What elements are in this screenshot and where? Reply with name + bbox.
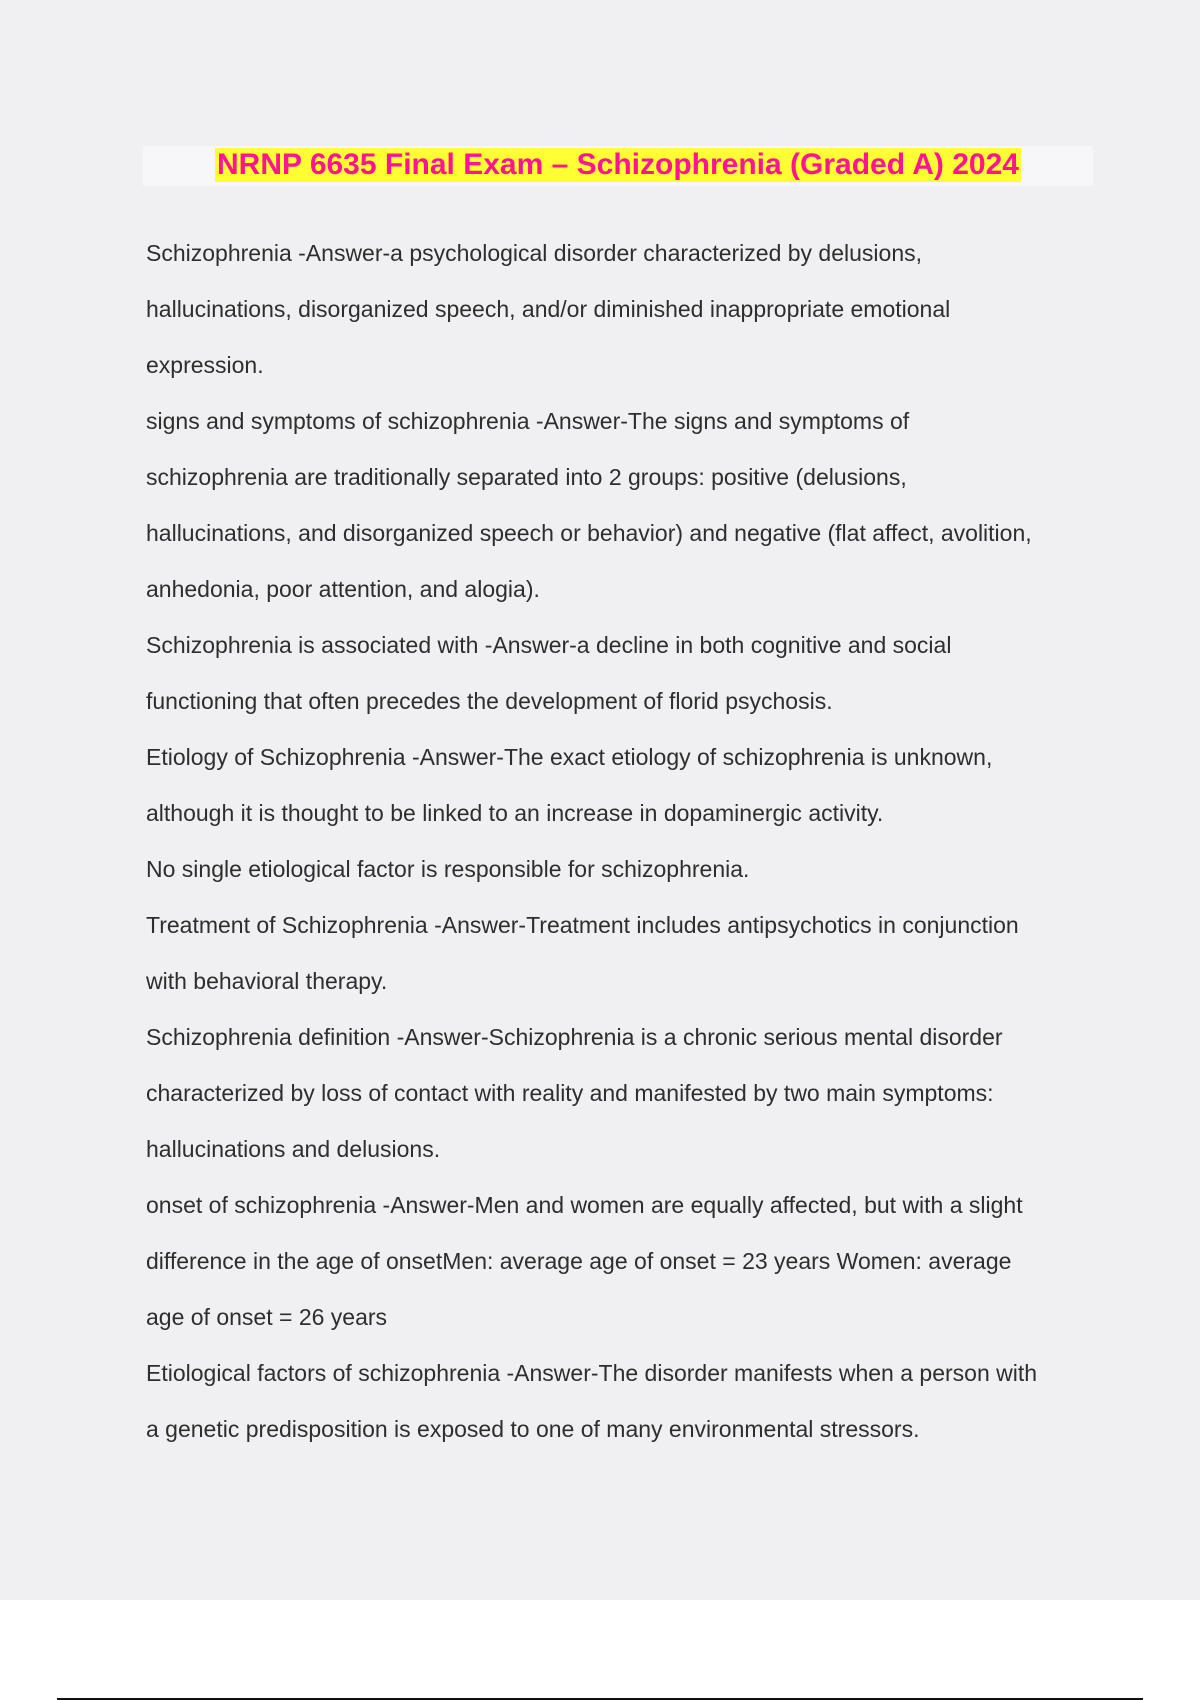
text-line: Schizophrenia is associated with -Answer-a decline in both cognitive and social bbox=[146, 632, 952, 658]
text-line: Schizophrenia -Answer-a psychological disorder characterized by delusions, bbox=[146, 240, 923, 266]
document-title: NRNP 6635 Final Exam – Schizophrenia (Graded A) 2024 bbox=[217, 148, 1019, 181]
document-body bbox=[146, 225, 1096, 1457]
text-line: expression. bbox=[146, 352, 264, 378]
text-line: Treatment of Schizophrenia -Answer-Treatment includes antipsychotics in conjunction bbox=[146, 912, 1019, 938]
text-line: hallucinations, disorganized speech, and/or diminished inappropriate emotional bbox=[146, 296, 951, 322]
text-line: Etiological factors of schizophrenia -Answer-The disorder manifests when a person with bbox=[146, 1360, 1038, 1386]
text-line: Etiology of Schizophrenia -Answer-The exact etiology of schizophrenia is unknown, bbox=[146, 744, 993, 770]
text-line: anhedonia, poor attention, and alogia). bbox=[146, 576, 540, 602]
text-line: hallucinations and delusions. bbox=[146, 1136, 441, 1162]
title-bar bbox=[143, 146, 1093, 186]
text-line: Schizophrenia definition -Answer-Schizophrenia is a chronic serious mental disorder bbox=[146, 1024, 1003, 1050]
text-line: characterized by loss of contact with reality and manifested by two main symptoms: bbox=[146, 1080, 994, 1106]
text-line: a genetic predisposition is exposed to one of many environmental stressors. bbox=[146, 1416, 920, 1442]
text-line: age of onset = 26 years bbox=[146, 1304, 388, 1330]
text-line: with behavioral therapy. bbox=[146, 968, 388, 994]
text-line: hallucinations, and disorganized speech or behavior) and negative (flat affect, avolition, bbox=[146, 520, 1032, 546]
text-line: No single etiological factor is responsible for schizophrenia. bbox=[146, 856, 750, 882]
text-line: schizophrenia are traditionally separated into 2 groups: positive (delusions, bbox=[146, 464, 907, 490]
text-line: difference in the age of onsetMen: average age of onset = 23 years Women: average bbox=[146, 1248, 1012, 1274]
text-line: onset of schizophrenia -Answer-Men and women are equally affected, but with a slight bbox=[146, 1192, 1023, 1218]
text-line: although it is thought to be linked to an increase in dopaminergic activity. bbox=[146, 800, 884, 826]
text-line: signs and symptoms of schizophrenia -Answer-The signs and symptoms of bbox=[146, 408, 910, 434]
text-line: functioning that often precedes the development of florid psychosis. bbox=[146, 688, 833, 714]
